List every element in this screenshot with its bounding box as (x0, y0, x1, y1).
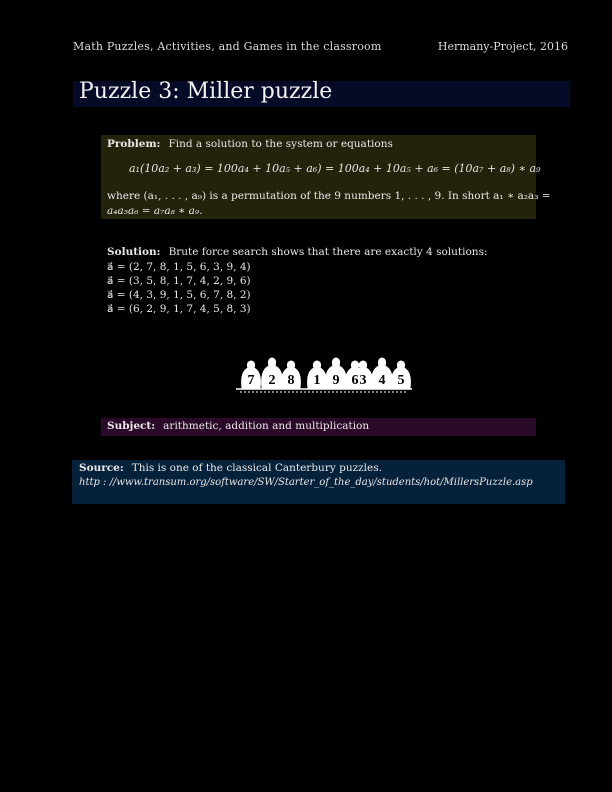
sack-digit: 6 (351, 373, 359, 388)
problem-text: Find a solution to the system or equations (168, 138, 393, 150)
source-url-link[interactable]: http : //www.transum.org/software/SW/Starter_of_the_day/students/hot/MillersPuzzle.asp (79, 477, 533, 488)
subject-text: arithmetic, addition and multiplication (163, 420, 370, 432)
solution-item: a⃗ = (6, 2, 9, 1, 7, 4, 5, 8, 3) (107, 303, 251, 315)
miller-puzzle-picture (236, 352, 412, 394)
sack-digit: 7 (247, 373, 255, 388)
subject-label: Subject: (107, 420, 156, 432)
running-header-left: Math Puzzles, Activities, and Games in the classroom (73, 40, 382, 53)
solution-statement (107, 246, 488, 258)
running-header-right: Hermany-Project, 2016 (437, 40, 568, 53)
solution-item: a⃗ = (3, 5, 8, 1, 7, 4, 2, 9, 6) (107, 275, 251, 287)
sack-digit: 1 (313, 373, 321, 388)
problem-equation: a₁(10a₂ + a₃) = 100a₄ + 10a₅ + a₆) = 100a₄ + 10a₅ + a₆ = (10a₇ + a₈) ∗ a₉ (129, 162, 541, 175)
sack-digit: 3 (359, 373, 367, 388)
source-label: Source: (79, 462, 124, 474)
sack-digit: 4 (378, 373, 386, 388)
sack-digit: 5 (397, 373, 405, 388)
source-text: This is one of the classical Canterbury puzzles. (131, 462, 382, 474)
problem-label: Problem: (107, 138, 161, 150)
solution-item: a⃗ = (4, 3, 9, 1, 5, 6, 7, 8, 2) (107, 289, 251, 301)
sack-digit: 8 (287, 373, 295, 388)
problem-short-form: a₄a₅a₆ = a₇a₈ ∗ a₉. (107, 205, 203, 217)
problem-permutation-text: where (a₁, . . . , a₉) is a permutation of the 9 numbers 1, . . . , 9. In short a₁ ∗ a₂a₃ = (107, 190, 551, 202)
sack-digit: 9 (332, 373, 340, 388)
sack-digit: 2 (268, 373, 276, 388)
solution-label: Solution: (107, 246, 161, 258)
solution-text: Brute force search shows that there are exactly 4 solutions: (168, 246, 488, 258)
solution-item: a⃗ = (2, 7, 8, 1, 5, 6, 3, 9, 4) (107, 261, 251, 273)
problem-statement (107, 138, 393, 150)
subject-statement (107, 420, 369, 432)
page-title: Puzzle 3: Miller puzzle (79, 79, 333, 104)
source-statement (79, 462, 382, 474)
